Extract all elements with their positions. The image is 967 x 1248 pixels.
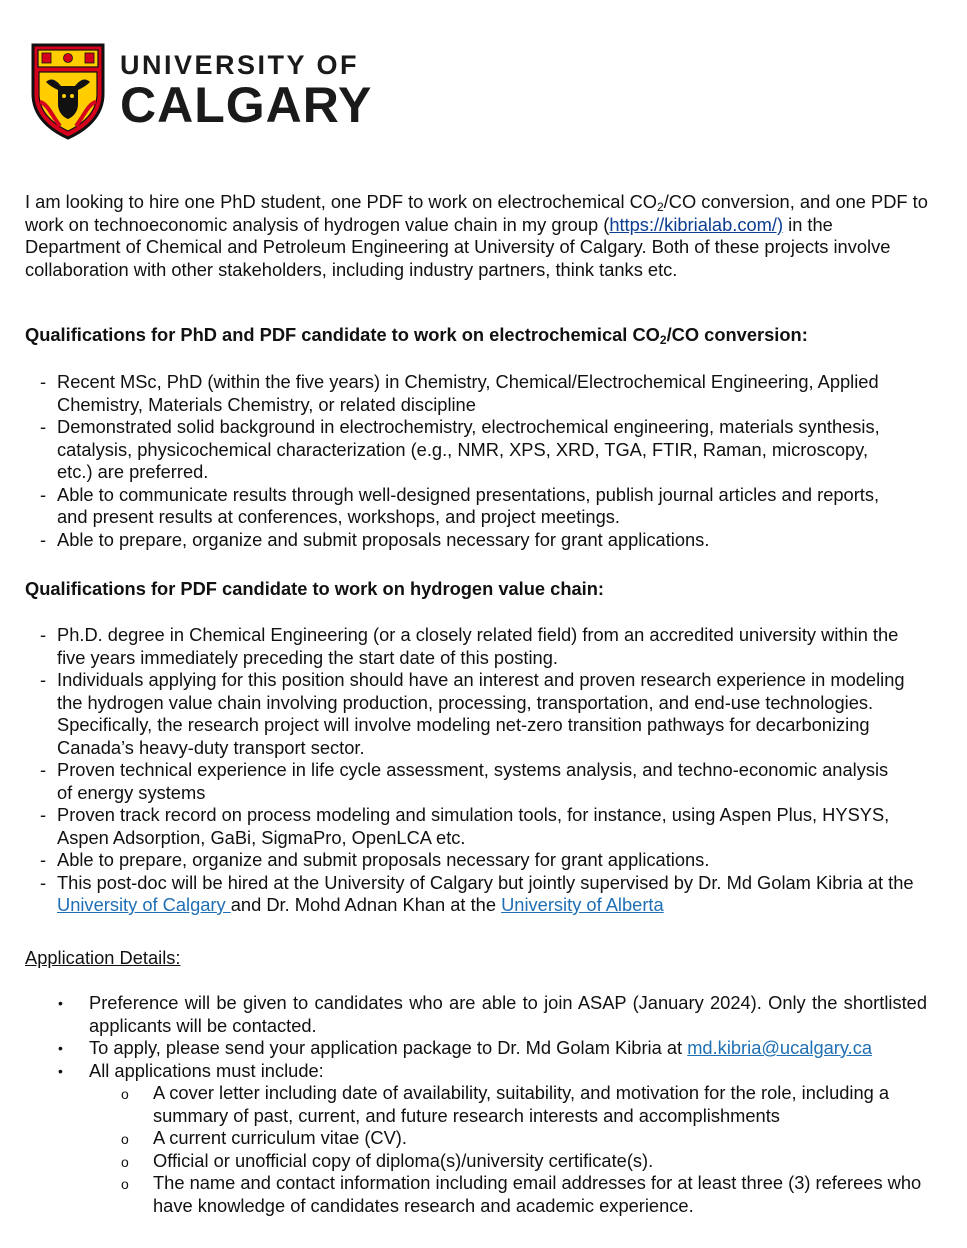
list-item: • All applications must include:	[58, 1059, 324, 1081]
university-crest-icon	[30, 42, 106, 140]
logo-wordmark	[120, 50, 373, 133]
intro-text-a: I am looking to hire one PhD student, one PDF to work on electrochemical CO	[25, 191, 658, 212]
list-item: - Able to communicate results through well-designed presentations, publish journal articles and reports, and present results at conferences, workshops, and project meetings.	[40, 483, 880, 527]
list-item: - Able to prepare, organize and submit proposals necessary for grant applications.	[40, 528, 710, 550]
section1-list	[25, 371, 885, 551]
dash-marker: -	[40, 804, 47, 825]
list-item: o Official or unofficial copy of diploma(s)/university certificate(s).	[25, 1150, 927, 1173]
logo-line-2: CALGARY	[120, 77, 373, 133]
dash-marker: -	[40, 849, 47, 870]
dash-marker: -	[40, 871, 47, 893]
dash-marker: -	[40, 528, 47, 550]
section2-heading: Qualifications for PDF candidate to work on hydrogen value chain:	[25, 578, 604, 599]
application-list	[25, 992, 927, 1082]
list-item: - Individuals applying for this position should have an interest and proven research experience in modeling the hydrogen value chain involving production, processing, transportation, and end-use technologies. Specifically, the research project will involve modeling net-zero transition pathways for decarbonizing Canada’s heavy-duty transport sector.	[40, 669, 905, 758]
logo-line-1: UNIVERSITY OF	[120, 50, 360, 80]
list-item: o The name and contact information including email addresses for at least three (3) referees who have knowledge of candidates research and academic experience.	[121, 1172, 922, 1216]
list-item: - Able to prepare, organize and submit proposals necessary for grant applications.	[40, 849, 710, 870]
section2-list	[25, 624, 930, 917]
list-item: - Demonstrated solid background in electrochemistry, electrochemical engineering, materials synthesis, catalysis, physicochemical characterization (e.g., NMR, XPS, XRD, TGA, FTIR, Raman, microscopy, etc.) are preferred.	[40, 416, 880, 482]
list-item: - Recent MSc, PhD (within the five years) in Chemistry, Chemical/Electrochemical Engineering, Applied Chemistry, Materials Chemistry, or related discipline	[40, 371, 879, 415]
intro-paragraph	[25, 191, 930, 281]
list-item: o A cover letter including date of availability, suitability, and motivation for the role, including a summary of past, current, and future research interests and accomplishments	[121, 1082, 890, 1126]
list-item: - Ph.D. degree in Chemical Engineering (or a closely related field) from an accredited university within the five years immediately preceding the start date of this posting.	[40, 624, 899, 668]
list-item: - This post-doc will be hired at the University of Calgary but jointly supervised by Dr. Md Golam Kibria at the University of Calgary and Dr. Mohd Adnan Khan at the University of Alberta	[40, 871, 914, 915]
list-item: o A current curriculum vitae (CV).	[25, 1127, 927, 1150]
bullet-marker: •	[58, 995, 63, 1011]
list-item: - Proven technical experience in life cycle assessment, systems analysis, and techno-economic analysis of energy systems	[40, 759, 889, 803]
application-list-block	[25, 992, 927, 1217]
bullet-marker: •	[58, 1062, 63, 1079]
list-item: - Proven track record on process modeling and simulation tools, for instance, using Aspen Plus, HYSYS, Aspen Adsorption, GaBi, SigmaPro, OpenLCA etc.	[40, 804, 890, 848]
section1-list-block	[25, 371, 885, 551]
university-logo	[30, 42, 390, 142]
section1-heading: Qualifications for PhD and PDF candidate to work on electrochemical $CO_2/CO$ conversion:	[25, 324, 808, 347]
ucalgary-link[interactable]: University of Calgary	[57, 894, 231, 915]
circle-marker: o	[121, 1176, 129, 1192]
circle-marker: o	[121, 1086, 129, 1102]
list-item: • Preference will be given to candidates who are able to join ASAP (January 2024). Only the shortlisted applicants will be contacted.	[58, 992, 927, 1036]
dash-marker: -	[40, 669, 47, 690]
dash-marker: -	[40, 371, 47, 392]
lab-website-link[interactable]: https://kibrialab.com/)	[609, 213, 784, 235]
intro-text-c: in the Department of Chemical and Petroleum Engineering at University of Calgary. Both of these projects involve collaboration with other stakeholders, including industry partners, think tanks etc.	[25, 213, 891, 280]
dash-marker: -	[40, 759, 47, 780]
intro-subscript: 2	[657, 200, 664, 214]
application-sublist	[25, 1082, 927, 1217]
application-title: Application Details:	[25, 947, 181, 968]
intro-text-b: /CO conversion, and one PDF to work on technoeconomic analysis of hydrogen value chain in my group (	[25, 191, 928, 235]
dash-marker: -	[40, 624, 47, 645]
ualberta-link[interactable]: University of Alberta	[501, 894, 664, 915]
circle-marker: o	[121, 1153, 129, 1170]
application-title-block	[25, 947, 930, 970]
dash-marker: -	[40, 416, 47, 437]
section2-list-block	[25, 624, 930, 917]
email-link[interactable]: md.kibria@ucalgary.ca	[687, 1037, 873, 1058]
circle-marker: o	[121, 1131, 129, 1147]
section1-heading-block	[25, 324, 930, 347]
list-item: • To apply, please send your application package to Dr. Md Golam Kibria at md.kibria@ucalgary.ca	[58, 1037, 873, 1058]
dash-marker: -	[40, 483, 47, 505]
section2-heading-block	[25, 578, 930, 601]
bullet-marker: •	[58, 1040, 63, 1056]
